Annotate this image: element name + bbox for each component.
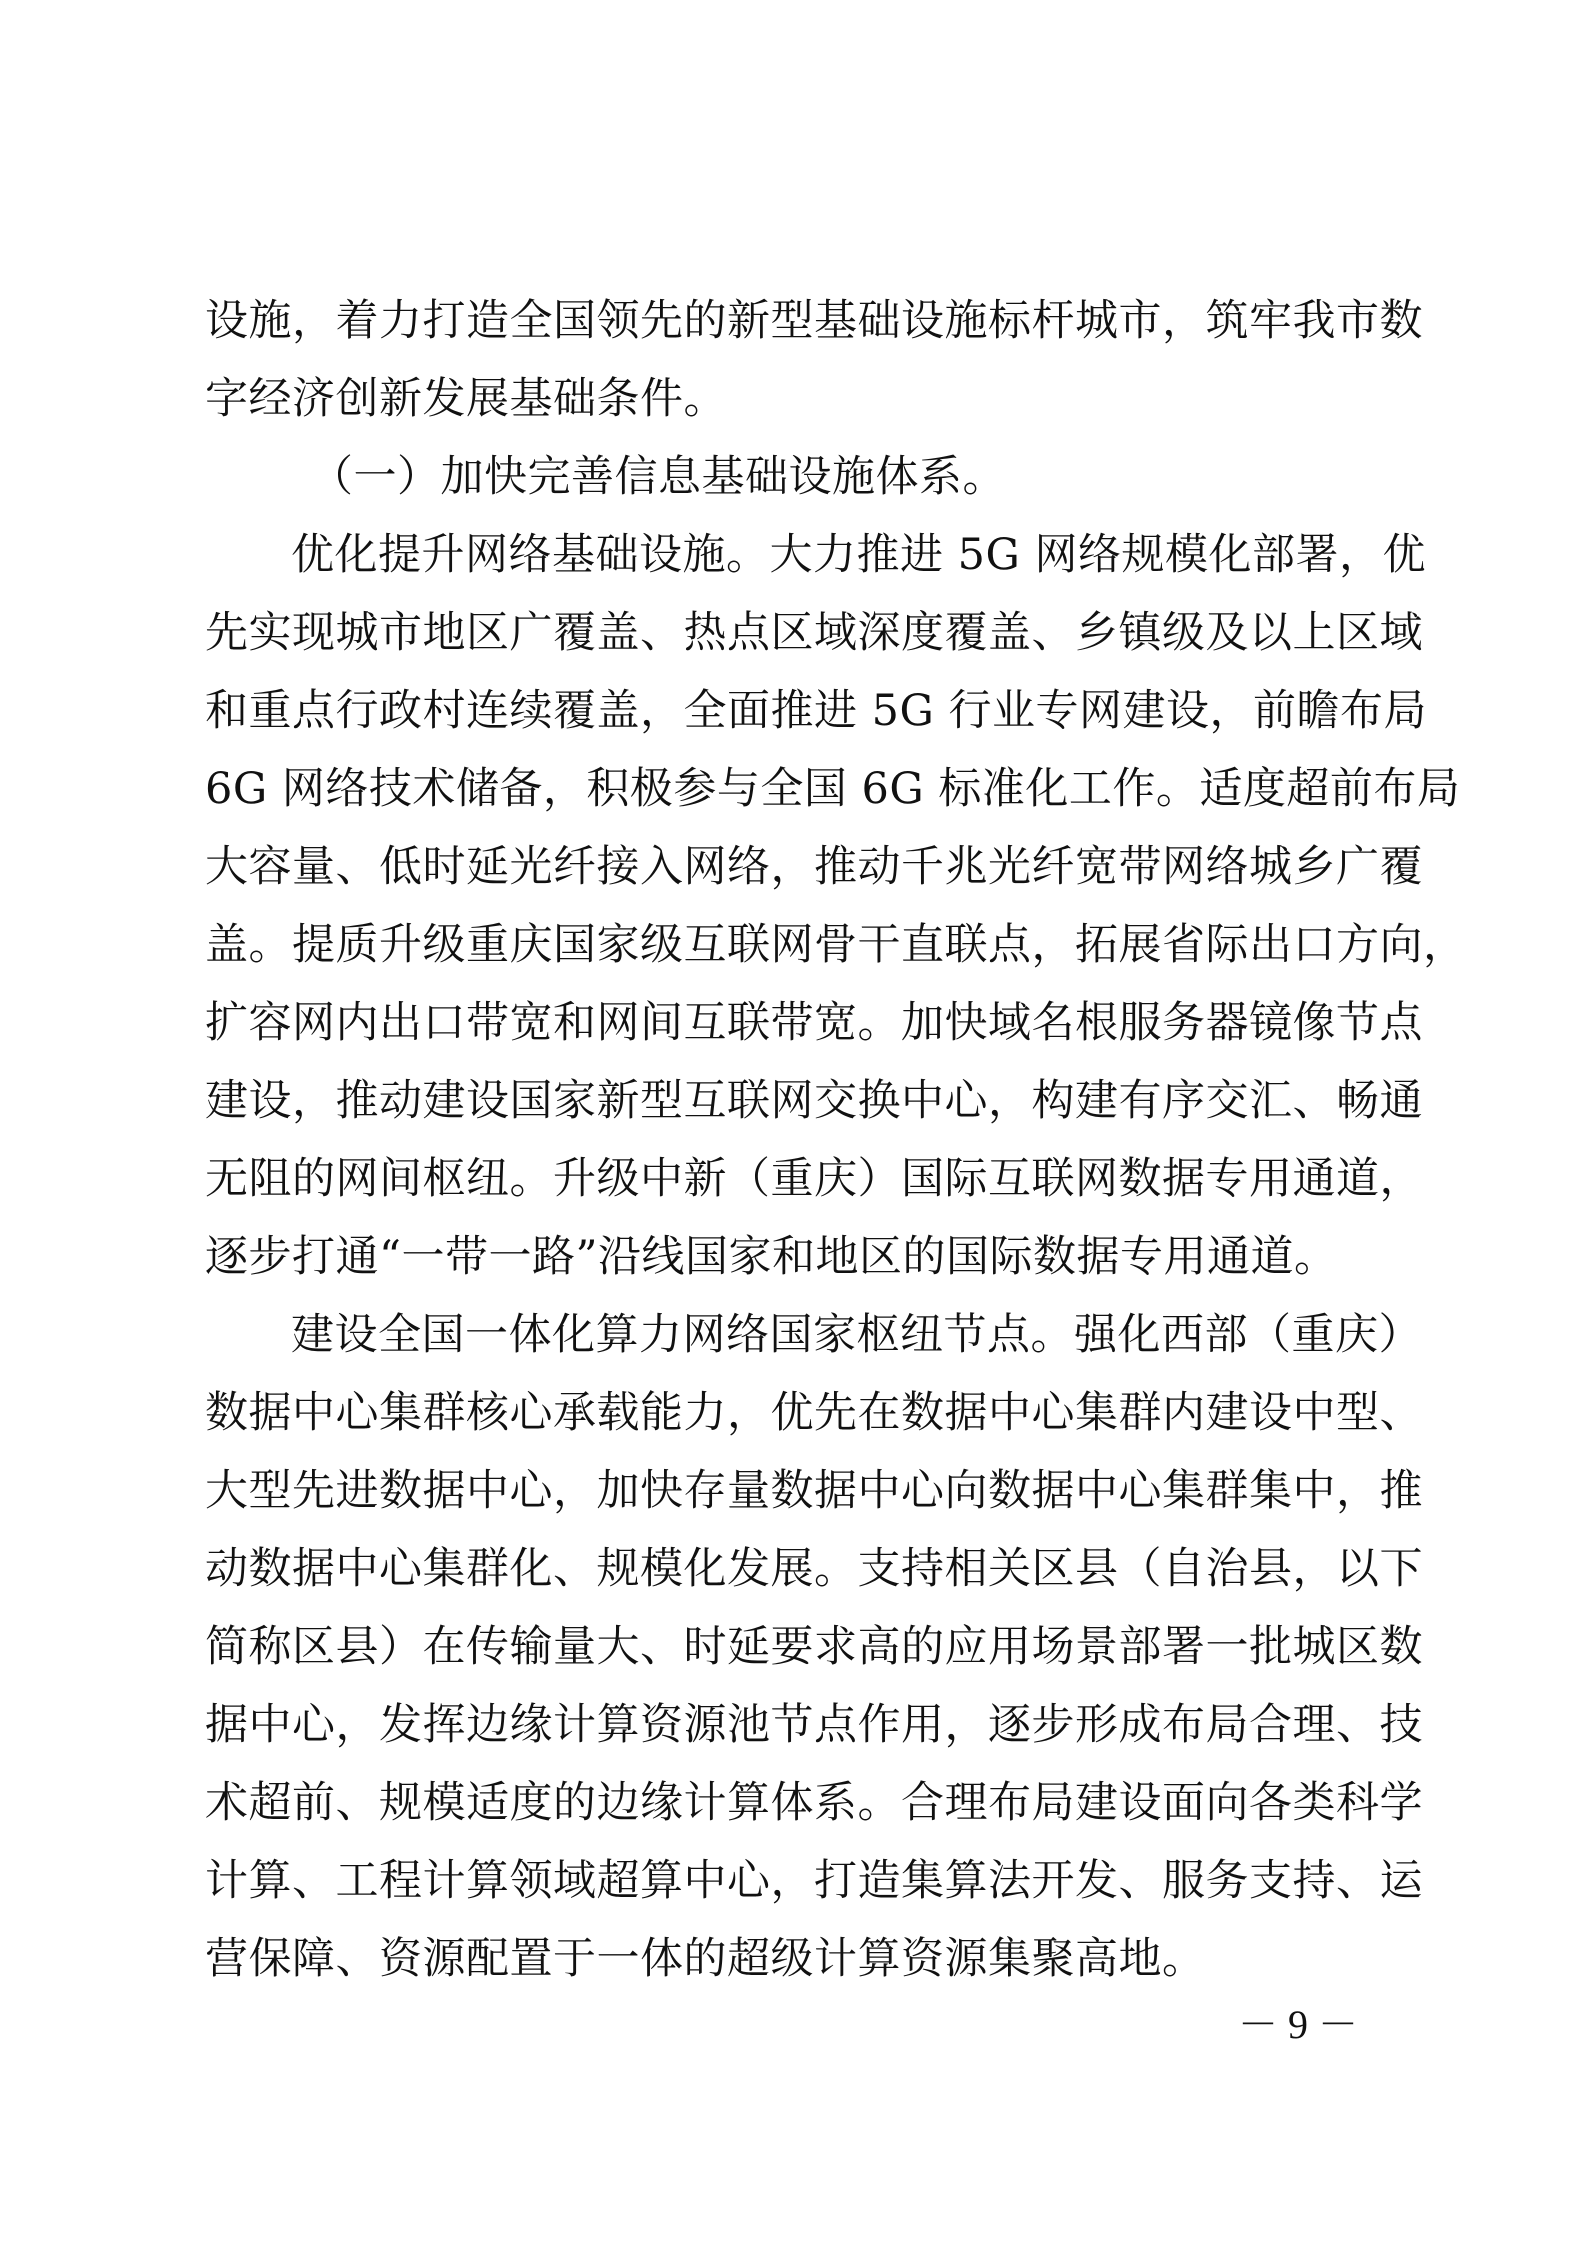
text-line: 动数据中心集群化、规模化发展。支持相关区县（自治县，以下: [205, 1544, 1423, 1594]
text-line: 和重点行政村连续覆盖，全面推进 5G 行业专网建设，前瞻布局: [205, 686, 1428, 736]
text-line: 扩容网内出口带宽和网间互联带宽。加快域名根服务器镜像节点: [205, 998, 1423, 1048]
page-number: － 9 －: [1238, 2002, 1358, 2047]
text-line: 字经济创新发展基础条件。: [205, 374, 727, 424]
section-heading: （一）加快完善信息基础设施体系。: [310, 452, 1006, 502]
text-line: 6G 网络技术储备，积极参与全国 6G 标准化工作。适度超前布局: [205, 764, 1461, 814]
text-line: 无阻的网间枢纽。升级中新（重庆）国际互联网数据专用通道，: [205, 1154, 1423, 1204]
body-text: [205, 282, 1467, 1998]
text-line: 计算、工程计算领域超算中心，打造集算法开发、服务支持、运: [205, 1856, 1423, 1906]
text-line: 建设，推动建设国家新型互联网交换中心，构建有序交汇、畅通: [205, 1076, 1423, 1126]
text-line: 营保障、资源配置于一体的超级计算资源集聚高地。: [205, 1934, 1206, 1984]
text-line: 设施，着力打造全国领先的新型基础设施标杆城市，筑牢我市数: [205, 296, 1423, 346]
text-line: 大型先进数据中心，加快存量数据中心向数据中心集群集中，推: [205, 1466, 1423, 1516]
text-line: 建设全国一体化算力网络国家枢纽节点。强化西部（重庆）: [291, 1310, 1422, 1360]
text-line: 数据中心集群核心承载能力，优先在数据中心集群内建设中型、: [205, 1388, 1423, 1438]
text-line: 大容量、低时延光纤接入网络，推动千兆光纤宽带网络城乡广覆: [205, 842, 1423, 892]
text-line: 简称区县）在传输量大、时延要求高的应用场景部署一批城区数: [205, 1622, 1423, 1672]
text-line: 优化提升网络基础设施。大力推进 5G 网络规模化部署，优: [291, 530, 1427, 580]
text-line: 先实现城市地区广覆盖、热点区域深度覆盖、乡镇级及以上区域: [205, 608, 1423, 658]
text-line: 逐步打通“一带一路”沿线国家和地区的国际数据专用通道。: [205, 1232, 1338, 1282]
text-line: 据中心，发挥边缘计算资源池节点作用，逐步形成布局合理、技: [205, 1700, 1423, 1750]
text-line: 术超前、规模适度的边缘计算体系。合理布局建设面向各类科学: [205, 1778, 1423, 1828]
text-line: 盖。提质升级重庆国家级互联网骨干直联点，拓展省际出口方向，: [205, 920, 1467, 970]
